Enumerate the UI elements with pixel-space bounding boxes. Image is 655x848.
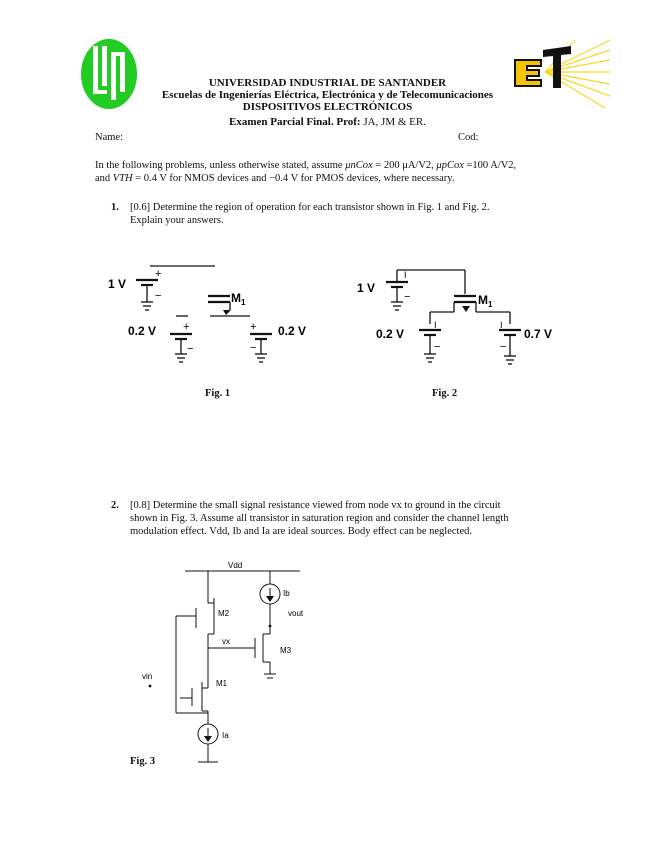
fig1-minus-right: − bbox=[250, 342, 257, 354]
q1-line-1: [0.6] Determine the region of operation for each transistor shown in Fig. 1 and Fig. 2. bbox=[130, 202, 490, 213]
fig2-m1-label: $M_1$ bbox=[478, 293, 493, 309]
fig3-caption: Fig. 3 bbox=[130, 756, 156, 767]
intro-line-1 bbox=[95, 159, 585, 172]
intro-l2-b: = 0.4 V for NMOS devices and −0.4 V for PMOS devices, where necessary. bbox=[135, 173, 455, 184]
fig2-caption: Fig. 2 bbox=[432, 388, 458, 399]
fig1-v-source: 1 V bbox=[108, 277, 127, 291]
fig2-right-source: 0.7 V bbox=[524, 327, 553, 341]
fig3-m2: M2 bbox=[218, 609, 230, 618]
university-title: UNIVERSIDAD INDUSTRIAL DE SANTANDER bbox=[208, 77, 447, 89]
fig1-right-source: 0.2 V bbox=[278, 324, 307, 338]
fig2-minus-right: − bbox=[500, 341, 507, 353]
fig3-circuit bbox=[130, 556, 330, 768]
schools-line: Escuelas de Ingenierías Eléctrica, Electrónica y de Telecomunicaciones bbox=[161, 89, 494, 101]
fig2-mark-top: I bbox=[404, 270, 407, 280]
intro-l1-a: In the following problems, unless otherwise stated, assume bbox=[95, 160, 343, 171]
exam-line bbox=[0, 116, 655, 129]
fig2-circuit bbox=[350, 262, 580, 377]
q2-line-1: [0.8] Determine the small signal resistance viewed from node vx to ground in the circuit bbox=[130, 500, 501, 511]
name-label: Name: bbox=[95, 132, 123, 143]
intro-l1-c: =100 A/V2, bbox=[466, 160, 517, 171]
course-title: DISPOSITIVOS ELECTRÓNICOS bbox=[242, 101, 413, 113]
professors: JA, JM & ER. bbox=[363, 116, 426, 128]
fig1-left-source: 0.2 V bbox=[128, 324, 157, 338]
q2-number: 2. bbox=[111, 500, 119, 511]
q1-line-2: Explain your answers. bbox=[130, 215, 224, 226]
fig3-ia: Ia bbox=[222, 731, 229, 740]
fig1-plus-left: + bbox=[183, 321, 190, 333]
exam-label: Examen Parcial Final. Prof: bbox=[229, 116, 361, 128]
fig3-ib: Ib bbox=[283, 589, 290, 598]
fig1-minus-top: − bbox=[155, 290, 162, 302]
intro-line-2 bbox=[95, 172, 585, 185]
fig3-vx: vx bbox=[222, 637, 230, 646]
fig1-plus-right: + bbox=[250, 321, 257, 333]
fig1-plus-top: + bbox=[155, 268, 162, 280]
fig2-minus-top: − bbox=[404, 291, 411, 303]
fig3-vin: vin bbox=[142, 672, 153, 681]
un-cox: μnCox bbox=[345, 160, 373, 171]
fig1-circuit bbox=[100, 258, 340, 373]
fig3-m1: M1 bbox=[216, 679, 228, 688]
code-label: Cod: bbox=[458, 132, 479, 143]
q1-number: 1. bbox=[111, 202, 119, 213]
fig1-minus-left: − bbox=[187, 343, 194, 355]
q2-line-2: shown in Fig. 3. Assume all transistor in saturation region and consider the channel length bbox=[130, 513, 509, 524]
vth: VTH bbox=[112, 173, 133, 184]
fig1-caption: Fig. 1 bbox=[205, 388, 231, 399]
fig3-vout: vout bbox=[288, 609, 304, 618]
q2-line-3: modulation effect. Vdd, Ib and Ia are ideal sources. Body effect can be neglected. bbox=[130, 526, 472, 537]
intro-l1-b: = 200 μA/V2, bbox=[375, 160, 434, 171]
intro-paragraph bbox=[95, 159, 585, 185]
fig2-left-source: 0.2 V bbox=[376, 327, 405, 341]
fig2-mark-right: I bbox=[500, 320, 503, 330]
up-cox: μpCox bbox=[436, 160, 464, 171]
fig3-m3: M3 bbox=[280, 646, 292, 655]
fig1-m1-label: $M_1$ bbox=[231, 291, 246, 307]
fig2-minus-left: − bbox=[434, 341, 441, 353]
fig3-vdd: Vdd bbox=[228, 561, 243, 570]
q1-text bbox=[130, 201, 590, 227]
intro-l2-a: and bbox=[95, 173, 111, 184]
fig2-mark-left: I bbox=[434, 320, 437, 330]
fig2-v-source: 1 V bbox=[357, 281, 376, 295]
q2-text bbox=[130, 499, 600, 538]
